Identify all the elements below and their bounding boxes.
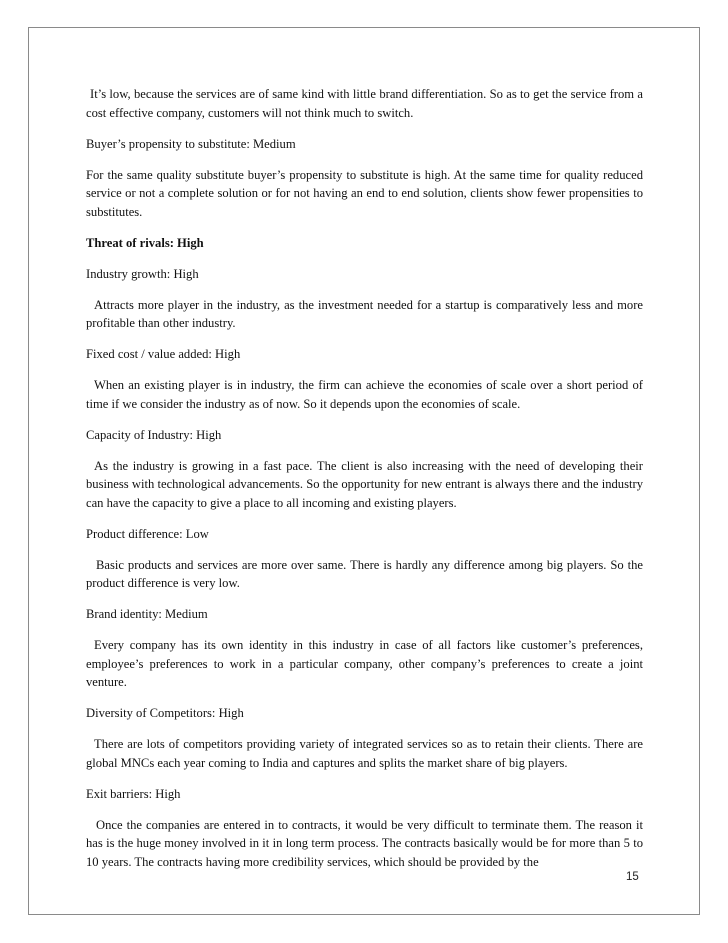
heading-fixed-cost: Fixed cost / value added: High: [86, 347, 241, 361]
paragraph-diversity-competitors: There are lots of competitors providing variety of integrated services so as to retain their clients. There are global MNCs each year coming to India and captures and splits the market share of big players.: [86, 737, 643, 770]
heading-capacity: Capacity of Industry: High: [86, 427, 222, 442]
paragraph-buyer-propensity: For the same quality substitute buyer’s propensity to substitute is high. At the same time for quality reduced service or not a complete solution or for not having an end to end solution, clients show fewer propensities to substitutes.: [86, 167, 643, 219]
paragraph-brand-identity: Every company has its own identity in this industry in case of all factors like customer’s preferences, employee’s preferences to work in a particular company, other company’s preferences to create a joint venture.: [86, 638, 643, 689]
heading-industry-growth: Industry growth: High: [86, 266, 199, 281]
heading-exit-barriers: Exit barriers: High: [86, 786, 181, 801]
page-number: 15: [626, 871, 639, 883]
paragraph-industry-growth: Attracts more player in the industry, as the investment needed for a startup is comparatively less and more profitable than other industry.: [86, 297, 643, 330]
paragraph-product-difference: Basic products and services are more over same. There is hardly any difference among big players. So the product difference is very low.: [86, 557, 643, 590]
paragraph-switching-cost: It’s low, because the services are of same kind with little brand differentiation. So as to get the service from a cost effective company, customers will not think much to switch.: [86, 87, 643, 120]
paragraph-capacity: As the industry is growing in a fast pace. The client is also increasing with the need of developing their business with technological advancements. So the opportunity for new entrant is always there and the industry can have the capacity to give a place to all incoming and existing players.: [86, 458, 643, 510]
paragraph-fixed-cost: When an existing player is in industry, the firm can achieve the economies of scale over a short period of time if we consider the industry as of now. So it depends upon the economies of scale.: [86, 378, 643, 411]
heading-product-difference: Product difference: Low: [86, 526, 209, 541]
heading-buyer-propensity: Buyer’s propensity to substitute: Medium: [86, 136, 296, 151]
heading-diversity-competitors: Diversity of Competitors: High: [86, 706, 244, 720]
document-body: [86, 85, 643, 884]
heading-brand-identity: Brand identity: Medium: [86, 607, 208, 621]
paragraph-exit-barriers: Once the companies are entered in to contracts, it would be very difficult to terminate them. The reason it has is the huge money involved in it in long term process. The contracts basically would be for more than 5 to 10 years. The contracts having more credibility services, which should be provided by the: [86, 817, 643, 869]
heading-threat-of-rivals: Threat of rivals: High: [86, 235, 204, 250]
